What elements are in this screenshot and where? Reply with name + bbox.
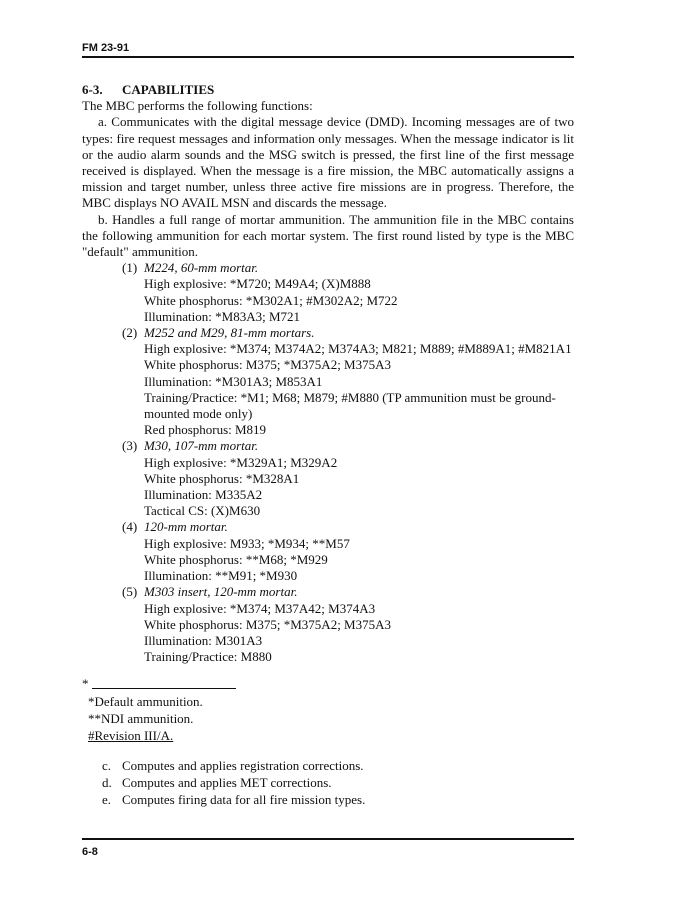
ammo-line: High explosive: *M374; M37A42; M374A3 [144,600,376,616]
mortar-system-title [122,584,574,600]
ammo-line: Illumination: M301A3 [144,632,263,648]
page-body [82,82,574,665]
mortar-system [82,260,574,325]
mortar-system-list [82,260,574,665]
ammo-line: High explosive: M933; *M934; **M57 [144,535,350,551]
list-item [82,757,574,774]
mortar-system-title [122,260,574,276]
footnote-line: #Revision III/A. [88,728,174,743]
function-list-continued [82,757,574,808]
ammo-line: High explosive: *M374; M374A2; M374A3; M821; M889; #M889A1; #M821A1 [144,341,572,357]
ammo-line: White phosphorus: *M302A1; #M302A2; M722 [144,292,398,308]
ammo-line: Illumination: *M301A3; M853A1 [144,373,323,389]
item-text: Computes firing data for all fire mission types. [122,792,366,807]
system-name: M224, 60-mm mortar. [144,260,259,276]
system-index: (5) [122,584,138,600]
ammo-line: Tactical CS: (X)M630 [144,503,261,519]
ammo-line: Training/Practice: M880 [144,649,272,665]
footnote-marker: * [82,676,89,691]
section-heading [82,82,574,98]
ammo-line: High explosive: *M329A1; M329A2 [144,454,338,470]
system-index: (4) [122,519,138,535]
footnote-line: *Default ammunition. [88,694,203,709]
mortar-system [82,519,574,584]
system-name: 120-mm mortar. [144,519,228,535]
ammo-line: Training/Practice: *M1; M68; M879; #M880 (TP ammunition must be ground-mounted mode only) [144,389,556,422]
ammo-line: Illumination: **M91; *M930 [144,568,298,584]
running-header [82,40,574,57]
header-rule [82,56,574,58]
document-id: FM 23-91 [82,42,130,54]
section-number: 6-3. [82,82,103,97]
footnotes [88,693,203,744]
section-title: CAPABILITIES [122,82,215,97]
ammo-line: White phosphorus: **M68; *M929 [144,551,328,567]
system-index: (3) [122,438,138,454]
mortar-system-title [122,519,574,535]
footer-rule [82,838,574,840]
mortar-system [82,584,574,665]
ammo-line: Illumination: M335A2 [144,487,263,503]
system-index: (2) [122,325,138,341]
system-name: M303 insert, 120-mm mortar. [144,584,298,600]
ammo-line: High explosive: *M720; M49A4; (X)M888 [144,276,371,292]
mortar-system-title [122,438,574,454]
ammo-line: White phosphorus: *M328A1 [144,470,300,486]
mortar-system-title [122,325,574,341]
item-text: Computes and applies registration corrections. [122,758,364,773]
item-letter: c. [102,758,112,773]
section-intro: The MBC performs the following functions: [82,98,313,114]
system-name: M30, 107-mm mortar. [144,438,259,454]
item-text: Computes and applies MET corrections. [122,775,332,790]
ammo-line: Red phosphorus: M819 [144,422,267,438]
paragraph-a: a. Communicates with the digital message device (DMD). Incoming messages are of two types: fire request messages and information only messages. When the message indicator is lit or the audio alarm sounds and the MSG switch is pressed, the first line of the first message received is displayed. When the message is a fire mission, the MBC automatically assigns a mission and target number, unless three active fire missions are in progress. Therefore, the MBC displays NO AVAIL MSN and discards the message. [82,114,574,211]
mortar-system [82,438,574,519]
page-number: 6-8 [82,846,98,858]
ammo-line: Illumination: *M83A3; M721 [144,308,300,324]
mortar-system [82,325,574,438]
item-letter: e. [102,792,112,807]
item-letter: d. [102,775,112,790]
footnote-line: **NDI ammunition. [88,711,194,726]
system-index: (1) [122,260,138,276]
system-name: M252 and M29, 81-mm mortars. [144,325,315,341]
ammo-line: White phosphorus: M375; *M375A2; M375A3 [144,357,391,373]
list-item [82,774,574,791]
footnote-rule [92,688,236,689]
ammo-line: White phosphorus: M375; *M375A2; M375A3 [144,616,391,632]
paragraph-b: b. Handles a full range of mortar ammunition. The ammunition file in the MBC contains the following ammunition for each mortar system. The first round listed by type is the MBC "default" ammunition. [82,211,574,260]
list-item [82,791,574,808]
